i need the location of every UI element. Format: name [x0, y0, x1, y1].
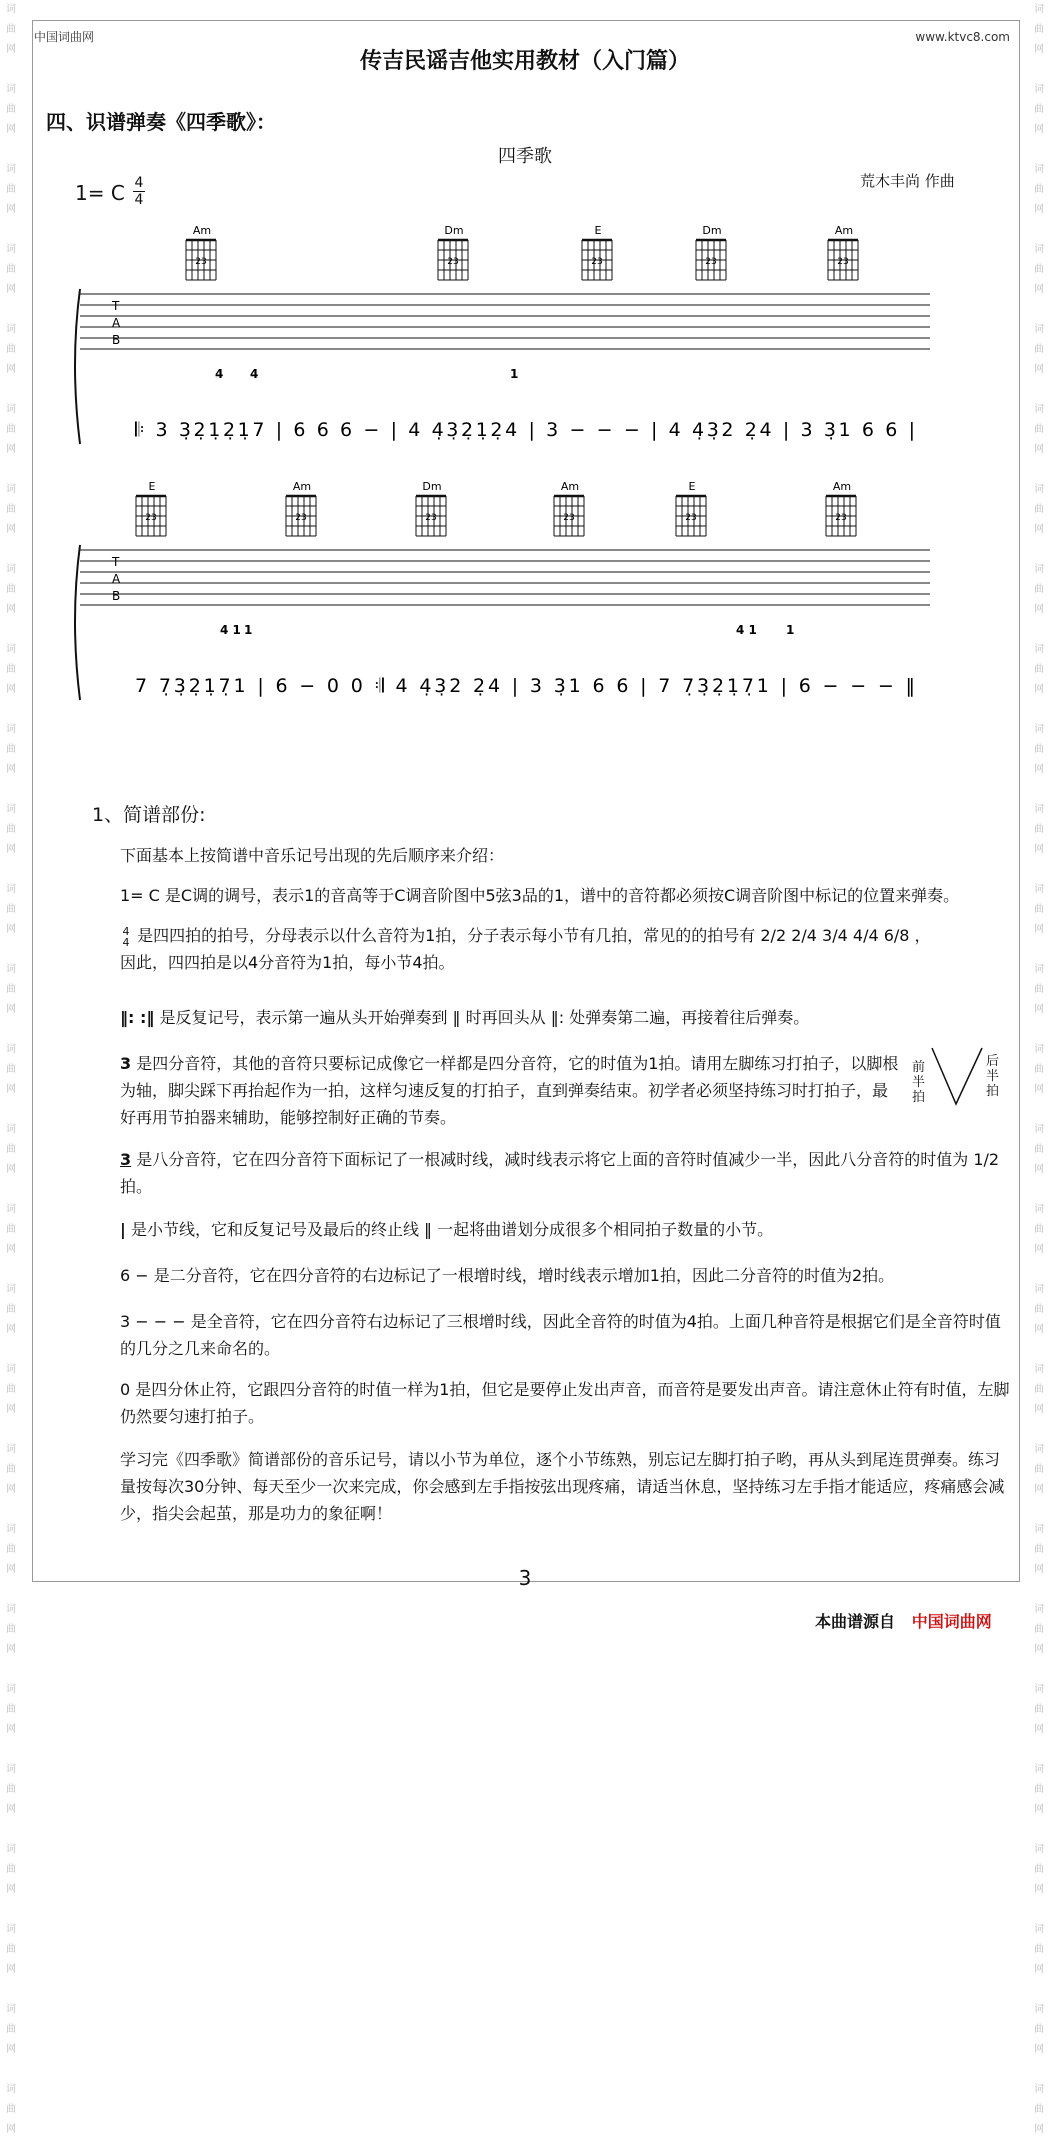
key-explanation: 1= C 是C调的调号，表示1的音高等于C调音阶图中5弦3品的1，谱中的音符都必须按C调音阶图中标记的位置来弹奏。 [120, 886, 960, 905]
system-brace [75, 289, 80, 444]
time-sig-bottom: 4 [134, 192, 144, 208]
repeat-sign-symbol: ‖: :‖ [120, 1008, 155, 1027]
chord-name: E [594, 224, 602, 237]
key-signature: 1= C [75, 181, 125, 205]
quarter-note-text: 是四分音符，其他的音符只要标记成像它一样都是四分音符，它的时值为1拍。请用左脚练习打拍子，以脚根为轴，脚尖踩下再抬起作为一拍，这样匀速反复的打拍子，直到弹奏结束。初学者必须坚持练习时打拍子，最好再用节拍器来辅助，能够控制好正确的节奏。 [120, 1054, 899, 1127]
time-sig-text-a: 是四四拍的拍号，分母表示以什么音符为1拍，分子表示每小节有几拍，常见的的拍号有 [137, 926, 756, 945]
eighth-note-explanation [120, 1146, 1010, 1200]
tab-clef-t: T [112, 555, 120, 569]
repeat-text: 是反复记号，表示第一遍从头开始弹奏到 ‖ 时再回头从 ‖: 处弹奏第二遍，再接着往后弹奏。 [159, 1008, 810, 1027]
repeat-explanation [120, 1004, 1010, 1031]
part1-intro: 下面基本上按简谱中音乐记号出现的先后顺序来介绍： [120, 846, 505, 865]
fingering-number: 1 [510, 367, 519, 381]
section-heading: 四、识谱弹奏《四季歌》： [46, 110, 276, 134]
half-note-explanation: 6 − 是二分音符，它在四分音符的右边标记了一根增时线，增时线表示增加1拍，因此二分音符的时值为2拍。 [120, 1266, 895, 1285]
header-site-name: 中国词曲网 [34, 30, 95, 44]
fingering-number: 4 [215, 367, 224, 381]
chord-fingering: 23 [145, 513, 157, 523]
song-title: 四季歌 [498, 146, 552, 167]
quarter-note-symbol: 3 [120, 1054, 132, 1073]
barline-symbol: | [120, 1220, 126, 1239]
source-site: 中国词曲网 [911, 1612, 992, 1631]
chord-fingering: 23 [837, 257, 849, 267]
chord-name: Am [834, 224, 854, 237]
fingering-number: 4 [250, 367, 259, 381]
tab-clef-a: A [112, 572, 121, 586]
chord-name: E [688, 480, 696, 493]
jianpu-notation: 7 7̣3̣2̣1̣7̣1 | 6 − 0 0 𝄇 4 4̣3̣2 2̣4 | 3 3̣1 6 6 | 7 7̣3̣2̣1̣7̣1 | 6 − − − ‖ [135, 675, 915, 697]
fingering-number: 1 [244, 623, 253, 637]
time-sig-list: 2/2 2/4 3/4 4/4 6/8 ， [760, 926, 931, 945]
page-number: 3 [518, 1566, 532, 1590]
chord-fingering: 23 [447, 257, 459, 267]
system-brace [75, 545, 80, 700]
eighth-note-text: 是八分音符，它在四分音符下面标记了一根减时线，减时线表示将它上面的音符时值减少一半，因此八分音符的时值为 1/2 拍。 [120, 1150, 1000, 1196]
eighth-note-symbol: 3 [120, 1150, 132, 1169]
beat-back-label: 后半拍 [986, 1054, 1000, 1099]
fingering-number: 4 1 [220, 623, 241, 637]
beat-diagram [912, 1044, 1002, 1110]
time-signature [133, 176, 145, 207]
fingering-number: 4 1 [736, 623, 757, 637]
chord-fingering: 23 [705, 257, 717, 267]
rest-explanation: 0 是四分休止符，它跟四分音符的时值一样为1拍，但它是要停止发出声音，而音符是要发出声音。请注意休止符有时值，左脚仍然要匀速打拍子。 [120, 1380, 1010, 1426]
beat-front-label: 前半拍 [912, 1060, 926, 1105]
barline-explanation [120, 1216, 1010, 1243]
chord-name: Dm [702, 224, 722, 237]
chord-fingering: 23 [685, 513, 697, 523]
right-watermark-strip: 词 曲 网 词 曲 网 词 曲 网 词 曲 网 词 曲 网 词 曲 网 词 曲 网 词 曲 网 词 曲 网 词 曲 网 词 曲 网 词 曲 网 词 曲 网 词 曲 网 词 曲 网 词 曲 网 词 曲 网 词 曲 网 词 曲 网 词 曲 网 词 曲 网 词 曲 网 词 曲 网 词 曲 网 词 曲 网 词 曲 网 词 曲 网 [1034, 4, 1044, 2135]
chord-fingering: 23 [835, 513, 847, 523]
practice-summary: 学习完《四季歌》简谱部份的音乐记号，请以小节为单位，逐个小节练熟，别忘记左脚打拍子哟，再从头到尾连贯弹奏。练习量按每次30分钟、每天至少一次来完成，你会感到左手指按弦出现疼痛，请适当休息，坚持练习左手指才能适应，疼痛感会减少，指尖会起茧，那是功力的象征啊！ [120, 1450, 1005, 1523]
chord-fingering: 23 [195, 257, 207, 267]
chord-name: Dm [444, 224, 464, 237]
tab-clef-b: B [112, 333, 121, 347]
whole-note-explanation: 3 − − − 是全音符，它在四分音符右边标记了三根增时线，因此全音符的时值为4拍。上面几种音符是根据它们是全音符时值的几分之几来命名的。 [120, 1312, 1001, 1358]
chord-name: Am [560, 480, 580, 493]
inline-time-sig: 4 4 [122, 924, 130, 949]
chord-name: Am [192, 224, 212, 237]
header-site-url: www.ktvc8.com [915, 30, 1010, 44]
time-signature-explanation [120, 922, 1010, 976]
time-sig-text-b: 因此，四四拍是以4分音符为1拍，每小节4拍。 [120, 953, 455, 972]
chord-name: Dm [422, 480, 442, 493]
source-credit [815, 1609, 992, 1632]
tab-clef-a: A [112, 316, 121, 330]
time-sig-top: 4 [134, 175, 144, 191]
tab-clef-t: T [112, 299, 120, 313]
quarter-note-explanation [120, 1050, 900, 1131]
chord-fingering: 23 [425, 513, 437, 523]
chord-name: Am [292, 480, 312, 493]
barline-text: 是小节线，它和反复记号及最后的终止线 ‖ 一起将曲谱划分成很多个相同拍子数量的小节。 [130, 1220, 774, 1239]
chord-fingering: 23 [295, 513, 307, 523]
source-label: 本曲谱源自 [815, 1612, 896, 1631]
chord-name: E [148, 480, 156, 493]
composer-credit: 荒木丰尚 作曲 [860, 172, 955, 190]
chord-fingering: 23 [563, 513, 575, 523]
fingering-number: 1 [786, 623, 795, 637]
left-watermark-strip: 词 曲 网 词 曲 网 词 曲 网 词 曲 网 词 曲 网 词 曲 网 词 曲 网 词 曲 网 词 曲 网 词 曲 网 词 曲 网 词 曲 网 词 曲 网 词 曲 网 词 曲 网 词 曲 网 词 曲 网 词 曲 网 词 曲 网 词 曲 网 词 曲 网 词 曲 网 词 曲 网 词 曲 网 词 曲 网 词 曲 网 词 曲 网 [6, 4, 16, 2135]
tab-clef-b: B [112, 589, 121, 603]
part1-heading: 1、简谱部份: [92, 804, 206, 826]
chord-fingering: 23 [591, 257, 603, 267]
guitar-score [0, 220, 1050, 740]
jianpu-notation: 𝄆 3 3̣2̣1̣2̣1̣7 | 6 6 6 − | 4 4̣3̣2̣1̣2̣4 | 3 − − − | 4 4̣3̣2 2̣4 | 3 3̣1 6 6 | [135, 419, 915, 441]
book-title: 传吉民谣吉他实用教材（入门篇） [359, 49, 690, 74]
chord-name: Am [832, 480, 852, 493]
